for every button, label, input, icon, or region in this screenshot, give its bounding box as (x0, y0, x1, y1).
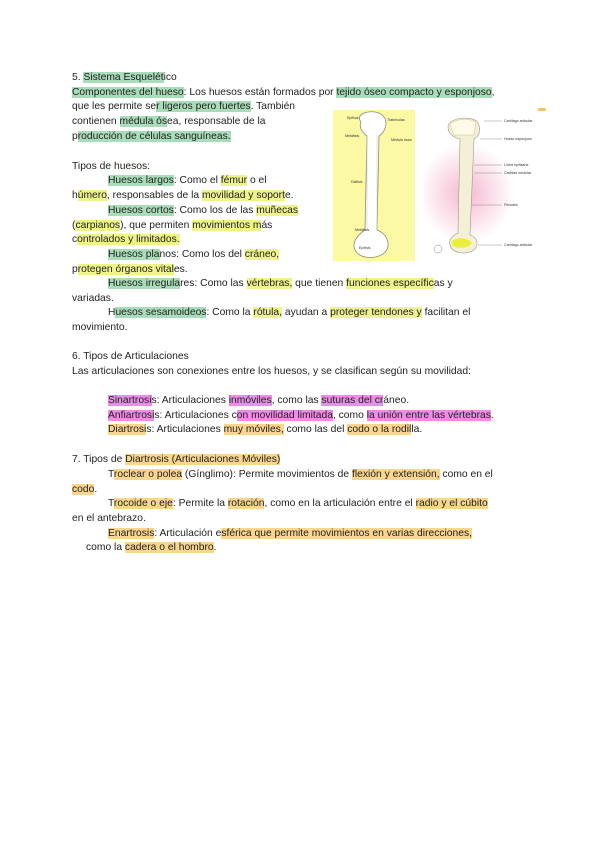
text: como las del (283, 424, 348, 435)
hl-marrow: médula ós (119, 116, 168, 127)
text: : Articulación e (154, 528, 222, 539)
label-articular-cartilage-top: Cartílago articular (504, 119, 533, 123)
text: , responsables de la (106, 190, 202, 201)
hl-carpals: carpianos (75, 220, 121, 231)
flat-bones-line-1 (108, 248, 279, 262)
hl-sutures: suturas del cr (321, 395, 384, 406)
hl-mobility: movilidad y soport (201, 190, 285, 201)
text: s: Articulaciones (151, 395, 229, 406)
long-bones-line-2 (72, 189, 294, 203)
components-line-3 (72, 115, 266, 129)
hl-sesamoid: uesos sesamoideos (115, 307, 207, 318)
hl-elbow: codo (72, 484, 95, 495)
hl-enarthrosis: Enartrosis (108, 528, 155, 539)
hl-trochoid: rocoide o eje (113, 498, 173, 509)
text: : Como los de las (173, 205, 257, 216)
text: como la (86, 542, 125, 553)
text: que les permite se (72, 101, 157, 112)
hl-radius-ulna: radio y el cúbito (415, 498, 488, 509)
hl-humerus: úmero (77, 190, 107, 201)
hl-elbow-knee: codo o la rodil (347, 424, 412, 435)
section-6-title: 6. Tipos de Articulaciones (72, 351, 189, 362)
hl-diarthrosis-types: Diartrosis (Articulaciones Móviles) (125, 454, 281, 465)
bone-types-title: Tipos de huesos: (72, 161, 151, 172)
text: es. (173, 264, 188, 275)
hl-functions: funciones específic (346, 278, 434, 289)
section-number: 5. (72, 72, 84, 83)
components-line-4 (72, 130, 231, 144)
trochoid-line-2: en el antebrazo. (72, 513, 146, 524)
section-5-title (72, 71, 177, 85)
highlighted-title: Sistema Esquelét (83, 72, 164, 83)
hl-tissue: tejido óseo compacto y esponjoso (336, 87, 492, 98)
text: . (213, 542, 217, 553)
label-metaphysis-top: Metáfisis (345, 134, 360, 138)
label-epiphysis-bottom: Epífisis (359, 246, 371, 250)
hl-light-strong: r ligeros pero fuertes (156, 101, 251, 112)
hl-rotation: rotación (227, 498, 265, 509)
hl-patella: rótula, (253, 307, 283, 318)
long-bone-figure (333, 110, 415, 261)
text: la. (411, 424, 423, 435)
long-bone-illustration (333, 110, 415, 261)
text: : Los huesos están formados por (183, 87, 337, 98)
text: p (72, 131, 78, 142)
hl-movements: movimientos m (192, 220, 262, 231)
text: . (94, 484, 98, 495)
label-trabeculae: Trabéculas (387, 118, 405, 122)
title-rest: ico (163, 72, 177, 83)
text: o el (247, 175, 267, 186)
sesamoid-bones-line-2: movimiento. (72, 322, 128, 333)
text: ( (72, 220, 76, 231)
text: nos: Como los del (159, 249, 245, 260)
label-spongy-bone: Hueso esponjoso (504, 137, 532, 141)
components-line-2 (72, 100, 295, 114)
text: p (72, 264, 78, 275)
text: e. (284, 190, 294, 201)
label-periosteum: Periostio (504, 203, 518, 207)
anatomical-bone-illustration (424, 113, 534, 255)
hl-skull: cráneo, (244, 249, 280, 260)
short-bones-line-1 (108, 204, 298, 218)
anatomical-bone-figure (424, 113, 534, 255)
long-bones-line-1 (108, 174, 267, 188)
hl-synarthrosis: Sinartrosi (108, 395, 152, 406)
hl-amphiarthrosis: Anfiartrosi (108, 410, 155, 421)
hl-blood-cells: roducción de células sanguíneas. (77, 131, 231, 142)
hl-vertebrae-union: la unión entre las vértebras (366, 410, 491, 421)
sesamoid-bones-line-1 (108, 306, 470, 320)
enarthrosis-line-2 (86, 541, 217, 555)
hl-hip-shoulder: cadera o el hombro (124, 542, 214, 553)
hl-trochlear: roclear o polea (113, 469, 183, 480)
label-metaphysis-bottom: Metáfisis (355, 228, 370, 232)
text: , como las (271, 395, 322, 406)
text: h (72, 190, 78, 201)
text: ea, responsable de la (167, 116, 266, 127)
hl-controlled: ontrolados y limitados. (77, 234, 180, 245)
text: . (490, 410, 494, 421)
label-marrow: Médula ósea (391, 138, 412, 142)
text: como en el (439, 469, 493, 480)
text: ás (261, 220, 273, 231)
irregular-bones-line-2: variadas. (72, 293, 114, 304)
trochoid-line-1 (108, 497, 488, 511)
text: (Gínglimo): Permite movimientos de (182, 469, 352, 480)
highlighter-mark (538, 108, 546, 111)
hl-long-bones: Huesos largos (108, 175, 174, 186)
text: res: Como las (180, 278, 247, 289)
text: T (108, 469, 114, 480)
text: c (72, 234, 78, 245)
diarthrosis-line (108, 423, 422, 437)
text: que tienen (292, 278, 347, 289)
label-epiphysis-top: Epífisis (347, 116, 359, 120)
hl-irregular-bones: Huesos irregula (108, 278, 181, 289)
irregular-bones-line-1 (108, 277, 453, 291)
hl-vertebrae: vértebras, (246, 278, 293, 289)
trochlear-line-1 (108, 468, 493, 482)
short-bones-line-2 (72, 219, 272, 233)
short-bones-line-3 (72, 233, 180, 247)
hl-wrists: muñecas (256, 205, 299, 216)
text: H (108, 307, 116, 318)
synarthrosis-line (108, 394, 409, 408)
text: as y (433, 278, 453, 289)
hl-immobile: inmóviles (228, 395, 272, 406)
text: : Como el (173, 175, 221, 186)
text: . También (250, 101, 296, 112)
hl-very-mobile: muy móviles, (223, 424, 284, 435)
label-epiphyseal-line: Línea epifisaria (504, 163, 529, 167)
label-medullary-cavity: Cavidad medular (504, 171, 532, 175)
text: facilitan el (421, 307, 471, 318)
text: ayudan a (282, 307, 331, 318)
hl-spherical: sférica que permite movimientos en varias direcciones, (221, 528, 472, 539)
hl-limited-mobility: on movilidad limitada (236, 410, 333, 421)
enarthrosis-line-1 (108, 527, 472, 541)
text: s: Articulaciones (146, 424, 224, 435)
hl-components: Componentes del hueso (72, 87, 184, 98)
text: áneo. (383, 395, 410, 406)
text: s: Articulaciones c (154, 410, 237, 421)
text: ), que permiten (120, 220, 193, 231)
label-diaphysis: Diáfisis (351, 180, 363, 184)
text: , como (332, 410, 367, 421)
text: : Como la (206, 307, 254, 318)
flat-bones-line-2 (72, 263, 188, 277)
hl-flexion: flexión y extensión, (352, 469, 440, 480)
components-line-1 (72, 86, 494, 100)
label-articular-cartilage-bottom: Cartílago articular (504, 243, 533, 247)
text: , (491, 87, 495, 98)
text: 7. Tipos de (72, 454, 126, 465)
section-6-intro: Las articulaciones son conexiones entre los huesos, y se clasifican según su movilidad: (72, 366, 471, 377)
text: : Permite la (172, 498, 228, 509)
text: , como en la articulación entre el (264, 498, 416, 509)
hl-short-bones: Huesos cortos (108, 205, 174, 216)
hl-flat-bones: Huesos pla (108, 249, 160, 260)
hl-tendons: proteger tendones y (330, 307, 422, 318)
text: T (108, 498, 114, 509)
section-7-title (72, 453, 280, 467)
amphiarthrosis-line (108, 409, 494, 423)
hl-femur: fémur (220, 175, 248, 186)
trochlear-line-2 (72, 483, 97, 497)
text: contienen (72, 116, 120, 127)
hl-diarthrosis: Diartrosi (108, 424, 147, 435)
hl-protect-organs: rotegen órganos vital (77, 264, 174, 275)
